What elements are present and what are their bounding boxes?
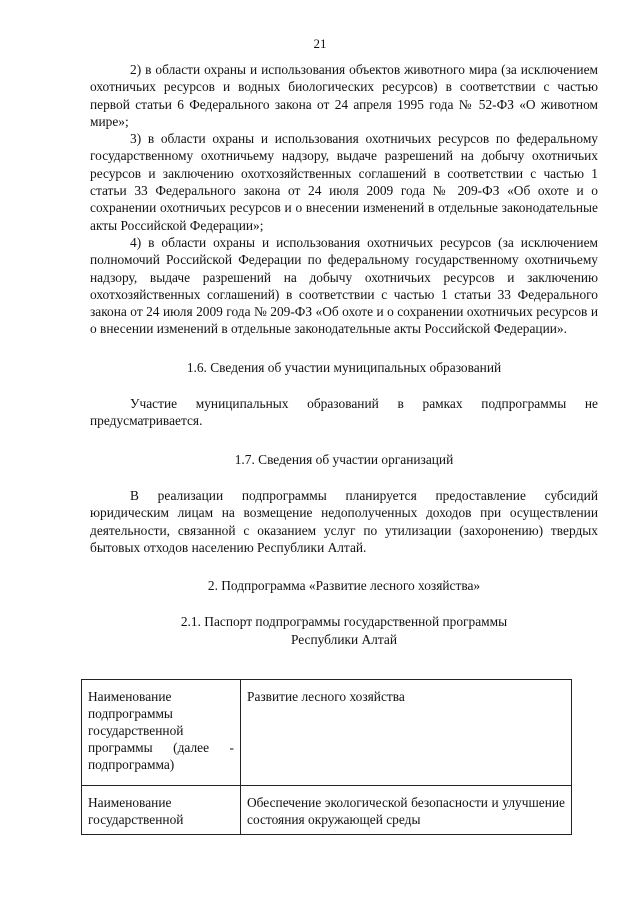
document-body (90, 61, 598, 648)
table-row (82, 680, 572, 786)
section-text-1-6: Участие муниципальных образований в рамках подпрограммы не предусматривается. (90, 396, 598, 429)
section-heading-1-7: 1.7. Сведения об участии организаций (234, 451, 454, 467)
table-cell-label: Наименование государственной (82, 786, 241, 835)
paragraph-item-2: 2) в области охраны и использования объектов животного мира (за исключением охотничьих ресурсов и водных биологических ресурсов) в соответствии с частью первой статьи 6 Федерального закона от 24 апреля 1995 года № 52-ФЗ «О животном мире»; (90, 62, 598, 129)
paragraph-item-3: 3) в области охраны и использования охотничьих ресурсов по федеральному государственному охотничьему надзору, выдаче разрешений на добычу охотничьих ресурсов и заключению охотхозяйственных соглашений в соответствии с частью 1 статьи 33 Федерального закона от 24 июля 2009 года № 209-ФЗ «Об охоте и о сохранении охотничьих ресурсов и о внесении изменений в отдельные законодательные акты Российской Федерации»; (90, 131, 598, 233)
section-heading-2-1-line2: Республики Алтай (290, 631, 397, 647)
table-cell-value: Развитие лесного хозяйства (241, 680, 572, 786)
table-cell-label: Наименование подпрограммы государственной программы (далее - подпрограмма) (82, 680, 241, 786)
passport-table (81, 679, 572, 835)
page-number: 21 (313, 36, 327, 51)
table-row (82, 786, 572, 835)
section-heading-2: 2. Подпрограмма «Развитие лесного хозяйства» (207, 578, 481, 594)
table-cell-value: Обеспечение экологической безопасности и улучшение состояния окружающей среды (241, 786, 572, 835)
section-text-1-7: В реализации подпрограммы планируется предоставление субсидий юридическим лицам на возмещение недополученных доходов при осуществлении деятельности, связанной с оказанием услуг по утилизации (захоронению) твердых бытовых отходов населению Республики Алтай. (90, 487, 598, 555)
paragraph-item-4: 4) в области охраны и использования охотничьих ресурсов (за исключением полномочий Российской Федерации по федеральному государственному охотничьему надзору, выдаче разрешений на добычу охотничьих ресурсов и заключению охотхозяйственных соглашений) в соответствии с частью 1 статьи 33 Федерального закона от 24 июля 2009 года № 209-ФЗ «Об охоте и о сохранении охотничьих ресурсов и о внесении изменений в отдельные законодательные акты Российской Федерации». (90, 234, 598, 337)
section-heading-1-6: 1.6. Сведения об участии муниципальных образований (186, 359, 502, 375)
section-heading-2-1-line1: 2.1. Паспорт подпрограммы государственной программы (180, 614, 508, 630)
